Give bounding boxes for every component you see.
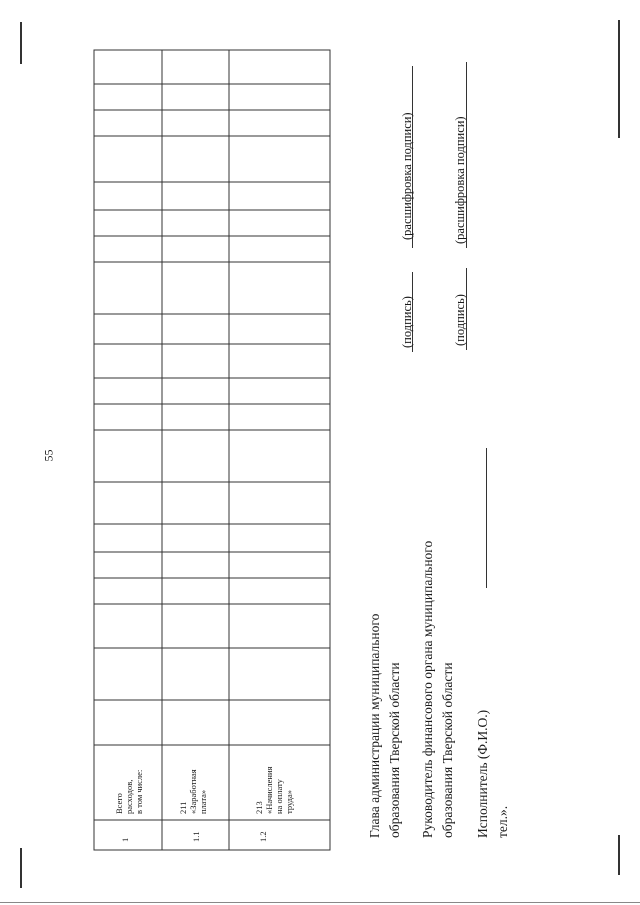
finance-title-line2: образования Тверской области [440, 662, 455, 838]
finance-title-line1: Руководитель финансового органа муниципального [420, 540, 435, 838]
head-title-line2: образования Тверской области [387, 662, 402, 838]
row-number-1-2: 1.2 [258, 831, 268, 842]
head-signature-caption: (подпись) [400, 296, 414, 348]
row-desc-payroll-charges: 213 «Начисления на оплату труда» [254, 766, 294, 814]
head-title-line1: Глава администрации муниципального [367, 613, 382, 838]
executor-label: Исполнитель (Ф.И.О.) [475, 709, 490, 838]
page-number: 55 [41, 449, 56, 462]
finance-signature-caption: (подпись) [453, 294, 467, 346]
phone-label: тел.». [495, 805, 510, 838]
row-desc-salary: 211 «Заработная плата» [178, 769, 208, 814]
head-decoding-caption: (расшифровка подписи) [400, 112, 414, 240]
row-number-1: 1 [120, 837, 130, 842]
executor-signature-line [486, 448, 487, 588]
row-number-1-1: 1.1 [191, 831, 201, 842]
finance-decoding-caption: (расшифровка подписи) [453, 116, 467, 244]
row-desc-total: Всего расходов, в том числе: [114, 769, 144, 814]
table-border [94, 50, 330, 850]
